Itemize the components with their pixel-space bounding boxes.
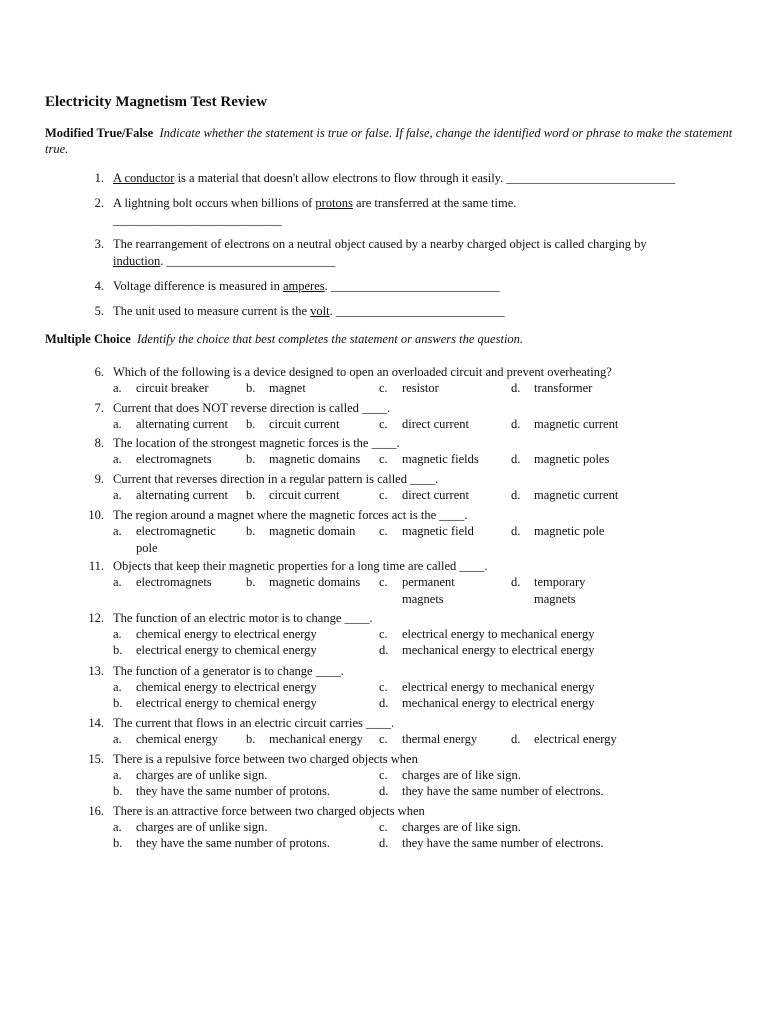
question-number: 15.	[88, 752, 104, 766]
choice-letter: a.	[113, 627, 122, 641]
choice-letter: b.	[113, 784, 123, 798]
question-text: A lightning bolt occurs when billions of protons are transferred at the same time.	[113, 196, 517, 210]
choice-letter: d.	[511, 381, 521, 395]
choice-letter: b.	[113, 836, 123, 850]
choice-text: chemical energy	[136, 732, 219, 746]
choice-text: magnetic current	[534, 417, 619, 431]
question-text: There is an attractive force between two charged objects when	[113, 804, 425, 818]
choice-text: circuit current	[269, 417, 340, 431]
question-text: The function of a generator is to change ____.	[113, 664, 344, 678]
choice-letter: a.	[113, 417, 122, 431]
choice-letter: d.	[511, 524, 521, 538]
choice-text: charges are of like sign.	[402, 820, 521, 834]
question-text: The location of the strongest magnetic forces is the ____.	[113, 436, 400, 450]
choice-letter: d.	[511, 452, 521, 466]
question-number: 9.	[94, 472, 104, 486]
choice-letter: a.	[113, 381, 122, 395]
question-number: 10.	[88, 508, 104, 522]
question-text: Current that does NOT reverse direction is called ____.	[113, 401, 391, 415]
choice-letter: c.	[379, 488, 388, 502]
choice-letter: c.	[379, 417, 388, 431]
choice-letter: c.	[379, 732, 388, 746]
choice-letter: d.	[379, 696, 389, 710]
choice-letter: c.	[379, 524, 388, 538]
question-text-line2: induction. ___________________________	[113, 254, 336, 268]
choice-letter: d.	[511, 488, 521, 502]
choice-text: magnetic domain	[269, 524, 356, 538]
question-number: 14.	[88, 716, 104, 730]
choice-text: direct current	[402, 417, 469, 431]
choice-letter: b.	[246, 732, 256, 746]
tf-question-3	[80, 236, 740, 276]
question-number: 5.	[94, 304, 104, 318]
question-number: 6.	[94, 365, 104, 379]
question-number: 8.	[94, 436, 104, 450]
choice-letter: b.	[246, 381, 256, 395]
choice-text-line2: pole	[136, 541, 158, 555]
question-number: 4.	[94, 279, 104, 293]
choice-text: transformer	[534, 381, 593, 395]
choice-text: temporary	[534, 575, 586, 589]
choice-letter: b.	[246, 452, 256, 466]
question-text: The function of an electric motor is to change ____.	[113, 611, 373, 625]
choice-text: magnetic pole	[534, 524, 605, 538]
choice-letter: c.	[379, 768, 388, 782]
question-text: Objects that keep their magnetic properties for a long time are called ____.	[113, 559, 488, 573]
choice-text: mechanical energy to electrical energy	[402, 696, 595, 710]
question-number: 2.	[94, 196, 104, 210]
choice-text: magnetic fields	[402, 452, 479, 466]
question-number: 12.	[88, 611, 104, 625]
question-number: 3.	[94, 237, 104, 251]
choice-letter: b.	[246, 488, 256, 502]
choice-text: electromagnets	[136, 575, 212, 589]
choice-text: electrical energy	[534, 732, 617, 746]
choice-text: magnetic domains	[269, 452, 361, 466]
choice-text: direct current	[402, 488, 469, 502]
answer-blank: ___________________________	[113, 213, 282, 227]
choice-letter: c.	[379, 680, 388, 694]
tf-question-2	[80, 195, 740, 235]
identified-term: induction	[113, 254, 161, 268]
choice-text: electrical energy to chemical energy	[136, 643, 317, 657]
mc-heading: Multiple Choice	[45, 332, 131, 346]
choice-letter: d.	[511, 732, 521, 746]
question-text: Which of the following is a device designed to open an overloaded circuit and prevent overheating?	[113, 365, 612, 379]
identified-term: protons	[315, 196, 353, 210]
choice-letter: d.	[379, 836, 389, 850]
identified-term: volt	[310, 304, 330, 318]
mc-section-header	[45, 331, 735, 347]
tf-section-header	[45, 125, 735, 157]
choice-text: magnetic poles	[534, 452, 610, 466]
choice-text: chemical energy to electrical energy	[136, 680, 317, 694]
choice-text: circuit current	[269, 488, 340, 502]
identified-term: amperes	[282, 279, 325, 293]
choice-letter: c.	[379, 627, 388, 641]
tf-instructions: Indicate whether the statement is true or false. If false, change the identified word or phrase to make the statement true.	[45, 126, 733, 156]
choice-text: they have the same number of protons.	[136, 836, 331, 850]
tf-heading: Modified True/False	[45, 126, 154, 140]
choice-text: charges are of unlike sign.	[136, 820, 268, 834]
question-text: A conductor is a material that doesn't allow electrons to flow through it easily. ___________________________	[113, 171, 676, 185]
question-number: 7.	[94, 401, 104, 415]
choice-text: charges are of like sign.	[402, 768, 521, 782]
choice-letter: d.	[379, 643, 389, 657]
choice-text-line2: magnets	[402, 592, 444, 606]
choice-letter: b.	[246, 524, 256, 538]
choice-text: chemical energy to electrical energy	[136, 627, 317, 641]
choice-text: electromagnetic	[136, 524, 216, 538]
choice-letter: a.	[113, 575, 122, 589]
choice-text: alternating current	[136, 488, 228, 502]
question-number: 16.	[88, 804, 104, 818]
question-number: 1.	[94, 171, 104, 185]
choice-text: electromagnets	[136, 452, 212, 466]
choice-letter: a.	[113, 732, 122, 746]
choice-text: alternating current	[136, 417, 228, 431]
choice-text: magnetic domains	[269, 575, 361, 589]
question-number: 11.	[88, 559, 104, 573]
choice-letter: b.	[246, 417, 256, 431]
choice-letter: a.	[113, 820, 122, 834]
choice-letter: a.	[113, 452, 122, 466]
choice-text: magnetic field	[402, 524, 474, 538]
choice-text: electrical energy to mechanical energy	[402, 680, 595, 694]
choice-letter: c.	[379, 452, 388, 466]
choice-text: they have the same number of electrons.	[402, 784, 604, 798]
choice-letter: b.	[113, 696, 123, 710]
choice-text: they have the same number of electrons.	[402, 836, 604, 850]
choice-text: mechanical energy to electrical energy	[402, 643, 595, 657]
question-text: Voltage difference is measured in amperes. ___________________________	[113, 279, 500, 293]
question-text: The current that flows in an electric circuit carries ____.	[113, 716, 395, 730]
choice-letter: b.	[246, 575, 256, 589]
question-text: The region around a magnet where the magnetic forces act is the ____.	[113, 508, 468, 522]
mc-instructions: Identify the choice that best completes the statement or answers the question.	[137, 332, 524, 346]
question-number: 13.	[88, 664, 104, 678]
choice-letter: b.	[113, 643, 123, 657]
choice-letter: c.	[379, 820, 388, 834]
choice-text: permanent	[402, 575, 455, 589]
choice-letter: c.	[379, 381, 388, 395]
choice-text: electrical energy to mechanical energy	[402, 627, 595, 641]
question-text: The rearrangement of electrons on a neutral object caused by a nearby charged object is called charging by	[113, 237, 647, 251]
choice-text: electrical energy to chemical energy	[136, 696, 317, 710]
choice-letter: a.	[113, 768, 122, 782]
identified-term: A conductor	[113, 171, 175, 185]
choice-text: resistor	[402, 381, 439, 395]
choice-letter: d.	[379, 784, 389, 798]
choice-letter: d.	[511, 575, 521, 589]
choice-text-line2: magnets	[534, 592, 576, 606]
choice-letter: a.	[113, 680, 122, 694]
choice-text: mechanical energy	[269, 732, 363, 746]
question-text: Current that reverses direction in a regular pattern is called ____.	[113, 472, 439, 486]
choice-text: circuit breaker	[136, 381, 209, 395]
choice-text: charges are of unlike sign.	[136, 768, 268, 782]
choice-letter: a.	[113, 488, 122, 502]
choice-letter: d.	[511, 417, 521, 431]
question-text: There is a repulsive force between two charged objects when	[113, 752, 418, 766]
choice-letter: c.	[379, 575, 388, 589]
question-text: The unit used to measure current is the volt. ___________________________	[113, 304, 505, 318]
choice-text: magnet	[269, 381, 306, 395]
choice-text: magnetic current	[534, 488, 619, 502]
page-title: Electricity Magnetism Test Review	[45, 94, 268, 110]
choice-text: they have the same number of protons.	[136, 784, 331, 798]
choice-letter: a.	[113, 524, 122, 538]
choice-text: thermal energy	[402, 732, 478, 746]
